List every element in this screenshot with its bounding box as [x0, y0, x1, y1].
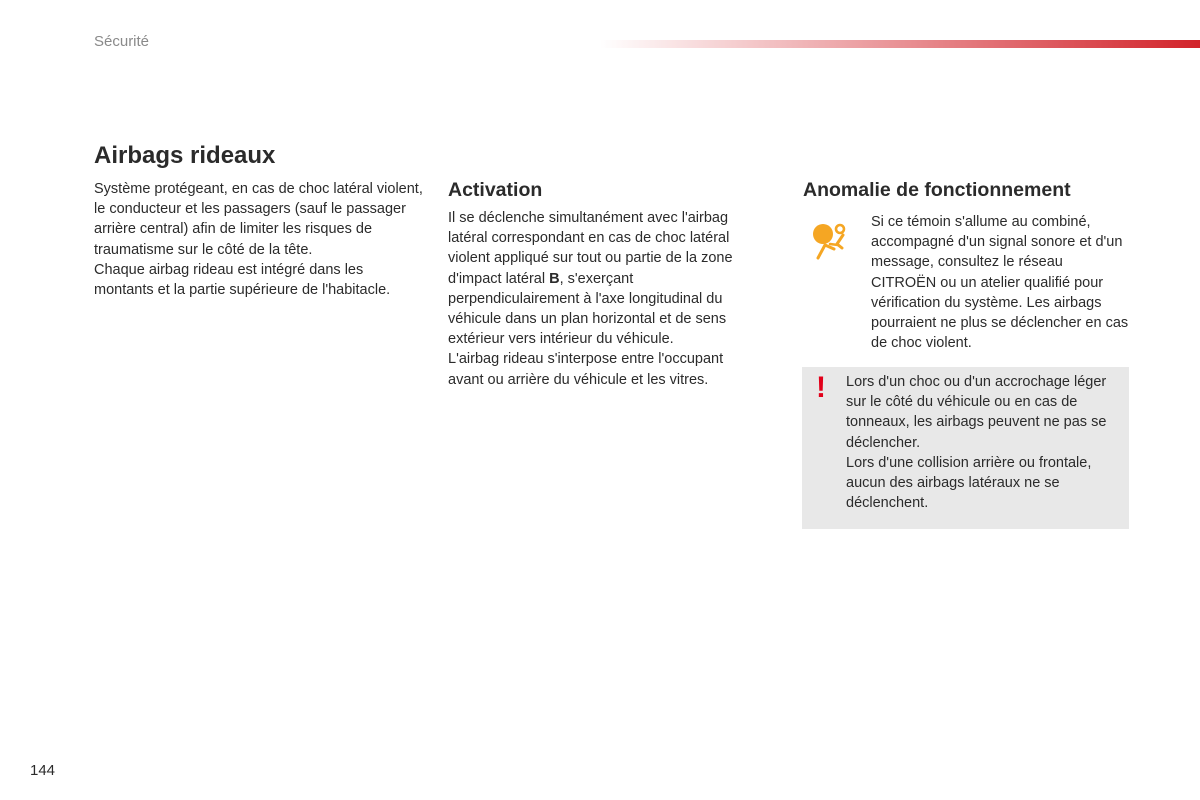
page-title: Airbags rideaux — [94, 142, 276, 169]
header-accent-bar — [600, 40, 1200, 48]
airbag-warning-icon — [808, 218, 854, 260]
intro-paragraph: Chaque airbag rideau est intégré dans les montants et la partie supérieure de l'habitacle. — [94, 261, 391, 299]
activation-heading: Activation — [448, 179, 543, 201]
activation-paragraph — [448, 208, 758, 349]
alert-text — [846, 372, 1116, 513]
malfunction-column — [871, 212, 1131, 353]
section-label: Sécurité — [94, 33, 150, 50]
alert-paragraph: Lors d'une collision arrière ou frontale, aucun des airbags latéraux ne se déclenchent. — [846, 454, 1092, 512]
alert-exclamation-icon: ! — [816, 371, 826, 404]
impact-zone-label: B — [549, 270, 560, 287]
activation-text: Il se déclenche simultanément avec l'airbag latéral correspondant en cas de choc latéral violent appliqué sur tout ou partie de la zone d'impact latéral — [448, 210, 733, 287]
intro-column — [94, 179, 424, 300]
alert-paragraph: Lors d'un choc ou d'un accrochage léger sur le côté du véhicule ou en cas de tonneaux, les airbags peuvent ne pas se déclencher. — [846, 374, 1107, 451]
malfunction-text: Si ce témoin s'allume au combiné, accompagné d'un signal sonore et d'un message, consultez le réseau CITROËN ou un atelier qualifié pour vérification du système. Les airbags pourraient ne plus se déclencher en cas de choc violent. — [871, 214, 1129, 352]
activation-text: , s'exerçant perpendiculairement à l'axe longitudinal du véhicule dans un plan horizontal et de sens extérieur vers intérieur du véhicule. — [448, 270, 727, 348]
activation-paragraph: L'airbag rideau s'interpose entre l'occupant avant ou arrière du véhicule et les vitres. — [448, 351, 724, 388]
activation-column — [448, 208, 758, 390]
malfunction-heading: Anomalie de fonctionnement — [803, 179, 1071, 201]
intro-paragraph: Système protégeant, en cas de choc latéral violent, le conducteur et les passagers (sauf le passager arrière central) afin de limiter les risques de traumatisme sur le côté de la tête. — [94, 181, 423, 258]
page-number: 144 — [30, 762, 56, 779]
